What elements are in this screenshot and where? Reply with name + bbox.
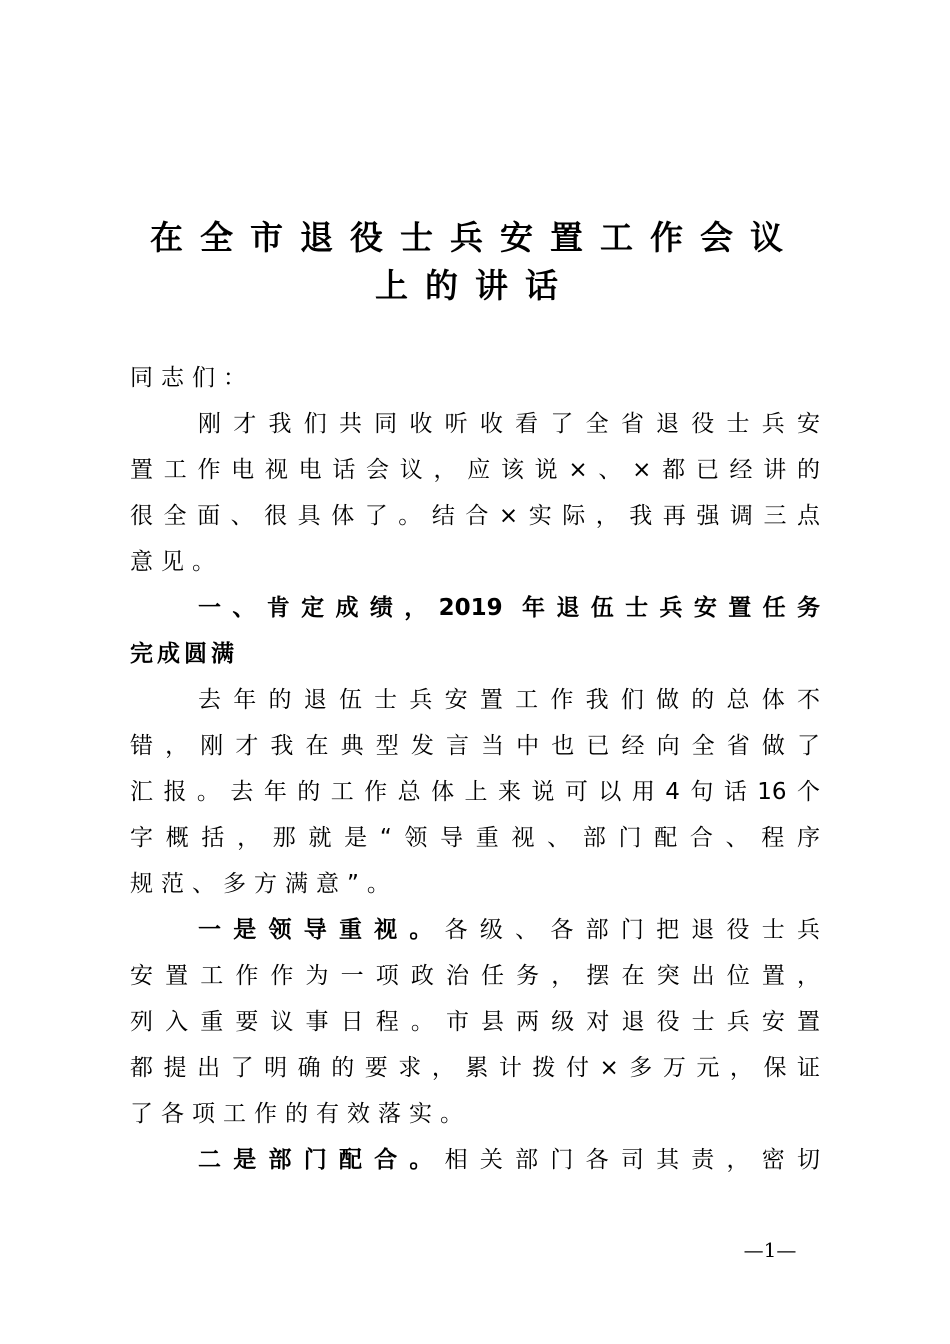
document-title-line-2: 上的讲话 (375, 266, 575, 305)
document-title-line-1: 在全市退役士兵安置工作会议 (150, 218, 800, 257)
paragraph-2-line-5: 规范、多方满意”。 (130, 871, 398, 897)
paragraph-4-line-1 (130, 1137, 820, 1183)
paragraph-3-line-2: 安置工作作为一项政治任务，摆在突出位置， (130, 963, 820, 989)
section-heading-1-line-1: 一、肯定成绩，2019 年退伍士兵安置任务 (198, 595, 820, 621)
paragraph-3-line-5: 了各项工作的有效落实。 (130, 1101, 471, 1127)
paragraph-3-line-1 (130, 907, 820, 953)
paragraph-4-line-1-text: 相关部门各司其责，密切 (444, 1147, 820, 1173)
paragraph-2-line-3: 汇报。去年的工作总体上来说可以用4句话16个 (130, 779, 820, 805)
paragraph-1-line-2: 置工作电视电话会议，应该说×、×都已经讲的 (130, 457, 820, 483)
paragraph-2-line-2: 错，刚才我在典型发言当中也已经向全省做了 (130, 733, 820, 759)
paragraph-1-line-1: 刚才我们共同收听收看了全省退役士兵安 (198, 411, 820, 437)
paragraph-1-line-4: 意见。 (130, 549, 223, 575)
page-number: —1— (743, 1238, 797, 1262)
paragraph-3-line-4: 都提出了明确的要求，累计拨付×多万元，保证 (130, 1055, 820, 1081)
paragraph-3-line-3: 列入重要议事日程。市县两级对退役士兵安置 (130, 1009, 820, 1035)
paragraph-2-line-4: 字概括，那就是“领导重视、部门配合、程序 (130, 825, 820, 851)
paragraph-4-lead: 二是部门配合。 (198, 1147, 445, 1173)
salutation: 同志们： (130, 365, 254, 391)
section-heading-1-line-2: 完成圆满 (130, 641, 238, 667)
paragraph-1-line-3: 很全面、很具体了。结合×实际，我再强调三点 (130, 503, 820, 529)
paragraph-2-line-1: 去年的退伍士兵安置工作我们做的总体不 (198, 687, 820, 713)
paragraph-3-lead: 一是领导重视。 (198, 917, 445, 943)
paragraph-3-line-1-text: 各级、各部门把退役士兵 (444, 917, 820, 943)
